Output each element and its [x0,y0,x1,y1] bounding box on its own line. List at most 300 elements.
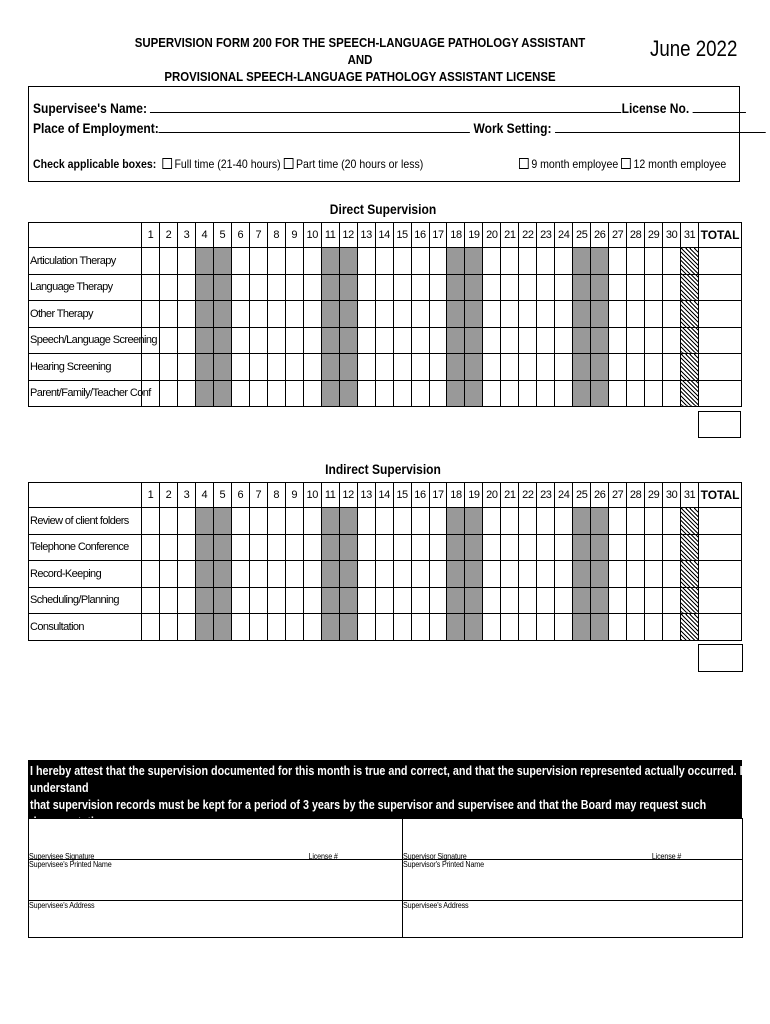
work-setting-field[interactable] [555,119,766,133]
indirect-day-cell[interactable] [375,587,393,614]
indirect-day-cell-weekend [591,534,609,561]
indirect-day-cell[interactable] [303,561,321,588]
indirect-day-cell[interactable] [303,614,321,641]
indirect-day-cell[interactable] [142,508,160,535]
direct-day-cell[interactable] [375,380,393,407]
indirect-day-cell[interactable] [555,587,573,614]
direct-day-cell[interactable] [645,354,663,381]
indirect-day-cell[interactable] [429,561,447,588]
indirect-day-cell[interactable] [609,534,627,561]
direct-day-cell[interactable] [645,327,663,354]
direct-day-cell[interactable] [231,354,249,381]
direct-day-cell[interactable] [483,354,501,381]
direct-day-cell-weekend [591,248,609,275]
direct-day-cell[interactable] [645,301,663,328]
indirect-day-cell[interactable] [555,614,573,641]
indirect-day-cell[interactable] [249,534,267,561]
direct-day-cell[interactable] [555,274,573,301]
direct-day-cell[interactable] [519,274,537,301]
indirect-day-cell[interactable] [231,561,249,588]
indirect-day-cell[interactable] [267,614,285,641]
indirect-day-cell[interactable] [663,534,681,561]
indirect-day-cell[interactable] [501,534,519,561]
direct-day-cell[interactable] [663,380,681,407]
indirect-day-cell[interactable] [483,534,501,561]
employment-field[interactable] [159,119,470,133]
direct-day-cell[interactable] [142,248,160,275]
direct-day-cell[interactable] [429,327,447,354]
direct-day-cell[interactable] [375,301,393,328]
indirect-day-cell-weekend [465,561,483,588]
indirect-day-cell[interactable] [537,561,555,588]
direct-day-cell[interactable] [501,380,519,407]
direct-day-cell[interactable] [285,248,303,275]
direct-day-header: 8 [267,223,285,248]
direct-day-cell[interactable] [537,274,555,301]
direct-day-cell[interactable] [519,354,537,381]
indirect-day-cell[interactable] [627,508,645,535]
indirect-day-cell[interactable] [231,614,249,641]
indirect-day-cell-weekend [339,587,357,614]
direct-day-cell[interactable] [411,274,429,301]
direct-day-cell[interactable] [393,354,411,381]
direct-day-cell[interactable] [267,301,285,328]
indirect-day-cell[interactable] [501,587,519,614]
direct-day-cell[interactable] [429,354,447,381]
indirect-day-cell[interactable] [142,587,160,614]
direct-day-cell[interactable] [159,354,177,381]
indirect-day-cell[interactable] [555,561,573,588]
indirect-day-cell[interactable] [177,614,195,641]
indirect-day-cell[interactable] [285,587,303,614]
direct-day-cell[interactable] [663,301,681,328]
indirect-day-cell[interactable] [142,614,160,641]
direct-day-cell[interactable] [231,327,249,354]
direct-day-cell[interactable] [231,301,249,328]
direct-day-cell[interactable] [429,380,447,407]
direct-day-cell[interactable] [429,248,447,275]
supervisee-name-label: Supervisee's Name: [33,100,147,116]
indirect-day-cell[interactable] [159,561,177,588]
direct-day-cell[interactable] [357,380,375,407]
indirect-day-cell[interactable] [411,534,429,561]
indirect-day-cell[interactable] [159,587,177,614]
direct-day-cell[interactable] [357,327,375,354]
direct-day-cell[interactable] [177,274,195,301]
direct-day-cell[interactable] [609,380,627,407]
indirect-day-cell[interactable] [519,614,537,641]
direct-day-cell[interactable] [159,380,177,407]
indirect-day-cell[interactable] [249,614,267,641]
indirect-day-cell-weekend [339,614,357,641]
indirect-day-cell[interactable] [249,508,267,535]
direct-row-total-cell[interactable] [699,248,742,275]
direct-day-cell[interactable] [483,380,501,407]
direct-day-cell[interactable] [501,274,519,301]
direct-day-cell[interactable] [285,274,303,301]
direct-day-cell[interactable] [303,301,321,328]
direct-day-cell[interactable] [483,274,501,301]
indirect-day-cell[interactable] [537,534,555,561]
direct-day-cell-weekend [465,380,483,407]
indirect-row-total-cell[interactable] [699,508,742,535]
indirect-day-cell[interactable] [285,561,303,588]
indirect-row-total-cell[interactable] [699,614,742,641]
direct-day-cell[interactable] [249,380,267,407]
direct-day-cell[interactable] [501,327,519,354]
direct-day-cell[interactable] [645,248,663,275]
direct-day-cell[interactable] [609,354,627,381]
direct-day-cell[interactable] [177,327,195,354]
direct-day-cell[interactable] [285,354,303,381]
indirect-day-cell[interactable] [249,561,267,588]
direct-row-total-cell[interactable] [699,354,742,381]
indirect-row-label: Consultation [29,614,142,641]
direct-day-cell[interactable] [519,380,537,407]
direct-day-cell-weekend [573,354,591,381]
supervisee-signature-label: Supervisee Signature [29,852,95,861]
indirect-day-cell[interactable] [627,561,645,588]
direct-day-cell[interactable] [375,354,393,381]
indirect-day-cell[interactable] [537,508,555,535]
supervisee-address-cell-right[interactable] [403,901,743,938]
direct-row-total-cell[interactable] [699,274,742,301]
direct-day-cell[interactable] [519,327,537,354]
direct-day-cell[interactable] [267,327,285,354]
direct-day-cell[interactable] [483,301,501,328]
indirect-day-header: 14 [375,483,393,508]
direct-day-cell[interactable] [159,248,177,275]
direct-day-cell[interactable] [645,380,663,407]
indirect-row-total-cell[interactable] [699,587,742,614]
direct-day-cell[interactable] [663,248,681,275]
indirect-day-cell[interactable] [519,508,537,535]
indirect-day-cell[interactable] [231,534,249,561]
indirect-day-cell[interactable] [519,587,537,614]
indirect-day-cell[interactable] [609,587,627,614]
direct-day-cell[interactable] [249,354,267,381]
direct-day-cell[interactable] [627,354,645,381]
direct-day-cell[interactable] [357,274,375,301]
indirect-day-cell[interactable] [663,614,681,641]
indirect-day-cell[interactable] [555,534,573,561]
check-label: Check applicable boxes: [33,157,157,171]
direct-day-cell[interactable] [159,301,177,328]
direct-grand-total-box[interactable] [698,411,741,438]
indirect-day-cell[interactable] [483,561,501,588]
indirect-day-cell[interactable] [375,508,393,535]
indirect-day-cell[interactable] [303,587,321,614]
supervisee-license-label: License # [308,852,338,861]
indirect-day-cell[interactable] [357,614,375,641]
direct-day-cell[interactable] [142,274,160,301]
direct-day-cell[interactable] [267,274,285,301]
indirect-day-cell[interactable] [357,508,375,535]
direct-day-cell[interactable] [393,327,411,354]
indirect-day-cell[interactable] [609,508,627,535]
indirect-day-cell[interactable] [303,534,321,561]
direct-day-cell[interactable] [249,248,267,275]
direct-day-cell[interactable] [609,248,627,275]
indirect-day-cell[interactable] [267,561,285,588]
indirect-day-cell[interactable] [393,561,411,588]
indirect-day-cell[interactable] [483,614,501,641]
twelve-month-checkbox[interactable] [621,158,631,169]
direct-day-cell[interactable] [627,301,645,328]
indirect-day-cell[interactable] [177,508,195,535]
indirect-day-cell[interactable] [501,614,519,641]
indirect-day-cell-weekend [321,534,339,561]
direct-day-cell-weekend [573,274,591,301]
direct-day-cell[interactable] [231,248,249,275]
full-time-checkbox[interactable] [162,158,172,169]
indirect-day-cell[interactable] [303,508,321,535]
indirect-day-cell[interactable] [285,534,303,561]
direct-day-cell-weekend [339,301,357,328]
direct-day-cell[interactable] [177,354,195,381]
direct-day-cell[interactable] [357,248,375,275]
direct-day-cell[interactable] [555,301,573,328]
indirect-day-cell[interactable] [411,508,429,535]
direct-day-cell[interactable] [663,327,681,354]
direct-day-cell[interactable] [411,354,429,381]
indirect-day-cell[interactable] [177,534,195,561]
direct-day-cell[interactable] [393,248,411,275]
direct-day-cell[interactable] [537,301,555,328]
direct-day-cell[interactable] [357,301,375,328]
nine-month-checkbox[interactable] [519,158,529,169]
indirect-day-cell[interactable] [429,587,447,614]
direct-day-cell[interactable] [609,274,627,301]
indirect-day-cell[interactable] [501,508,519,535]
indirect-day-cell[interactable] [285,508,303,535]
direct-day-cell[interactable] [393,274,411,301]
indirect-day-cell[interactable] [393,587,411,614]
direct-day-cell[interactable] [627,274,645,301]
indirect-day-cell[interactable] [537,587,555,614]
direct-day-cell[interactable] [519,248,537,275]
indirect-day-cell[interactable] [609,614,627,641]
direct-row-total-cell[interactable] [699,301,742,328]
direct-day-cell[interactable] [645,274,663,301]
supervisor-printed-name-cell[interactable] [403,860,743,901]
indirect-day-cell[interactable] [393,614,411,641]
direct-day-cell[interactable] [411,327,429,354]
indirect-day-cell[interactable] [483,508,501,535]
direct-day-cell[interactable] [501,301,519,328]
direct-row-total-cell[interactable] [699,327,742,354]
direct-day-cell[interactable] [411,301,429,328]
indirect-day-cell[interactable] [519,534,537,561]
direct-day-cell[interactable] [249,274,267,301]
direct-day-cell[interactable] [393,380,411,407]
indirect-day-cell[interactable] [159,614,177,641]
direct-day-cell[interactable] [159,274,177,301]
direct-day-cell[interactable] [429,301,447,328]
direct-day-cell[interactable] [411,380,429,407]
indirect-row-total-cell[interactable] [699,561,742,588]
supervisee-name-field[interactable] [150,99,621,113]
indirect-day-cell[interactable] [357,561,375,588]
indirect-day-cell[interactable] [429,534,447,561]
direct-day-header: 18 [447,223,465,248]
indirect-day-cell[interactable] [537,614,555,641]
direct-day-cell[interactable] [483,248,501,275]
indirect-day-cell[interactable] [519,561,537,588]
indirect-day-cell[interactable] [357,587,375,614]
indirect-day-cell[interactable] [142,561,160,588]
direct-day-cell[interactable] [555,327,573,354]
direct-day-cell[interactable] [267,354,285,381]
supervisee-signature-cell[interactable] [29,819,403,860]
direct-day-cell[interactable] [303,380,321,407]
direct-day-cell[interactable] [429,274,447,301]
direct-day-cell[interactable] [249,327,267,354]
direct-day-cell[interactable] [555,380,573,407]
indirect-grand-total-box[interactable] [698,644,743,672]
indirect-day-cell[interactable] [645,561,663,588]
indirect-day-cell[interactable] [429,614,447,641]
direct-day-cell-weekend [195,274,213,301]
direct-day-cell[interactable] [267,248,285,275]
indirect-day-cell[interactable] [177,587,195,614]
direct-row-label: Articulation Therapy [29,248,142,275]
supervisor-signature-cell[interactable] [403,819,743,860]
direct-day-cell[interactable] [303,248,321,275]
direct-day-cell[interactable] [375,274,393,301]
direct-day-cell[interactable] [375,327,393,354]
indirect-day-cell[interactable] [411,561,429,588]
indirect-day-cell[interactable] [663,587,681,614]
direct-day-cell[interactable] [627,380,645,407]
direct-day-cell[interactable] [375,248,393,275]
direct-day-cell[interactable] [663,274,681,301]
direct-day-cell[interactable] [537,327,555,354]
direct-day-cell[interactable] [285,380,303,407]
indirect-day-cell[interactable] [645,534,663,561]
direct-day-cell[interactable] [285,301,303,328]
direct-day-cell[interactable] [519,301,537,328]
indirect-day-cell[interactable] [609,561,627,588]
direct-row-label: Language Therapy [29,274,142,301]
indirect-day-cell[interactable] [411,587,429,614]
direct-day-cell[interactable] [159,327,177,354]
supervisee-printed-name-cell[interactable] [29,860,403,901]
direct-day-cell[interactable] [142,301,160,328]
indirect-day-cell[interactable] [483,587,501,614]
indirect-day-cell[interactable] [231,508,249,535]
indirect-day-cell[interactable] [285,614,303,641]
direct-day-cell[interactable] [537,354,555,381]
indirect-day-cell[interactable] [267,508,285,535]
direct-day-cell[interactable] [555,248,573,275]
direct-day-cell[interactable] [249,301,267,328]
direct-day-cell[interactable] [411,248,429,275]
indirect-day-cell[interactable] [231,587,249,614]
direct-day-cell[interactable] [537,380,555,407]
indirect-row-total-cell[interactable] [699,534,742,561]
direct-day-cell[interactable] [663,354,681,381]
indirect-day-cell-weekend [339,534,357,561]
part-time-checkbox[interactable] [284,158,294,169]
indirect-day-cell[interactable] [501,561,519,588]
indirect-day-cell[interactable] [627,614,645,641]
direct-day-cell[interactable] [303,274,321,301]
direct-day-cell[interactable] [231,274,249,301]
direct-day-cell[interactable] [609,327,627,354]
indirect-day-cell[interactable] [645,508,663,535]
indirect-day-cell[interactable] [429,508,447,535]
direct-day-cell-weekend [465,327,483,354]
indirect-day-cell[interactable] [555,508,573,535]
direct-day-cell[interactable] [177,380,195,407]
indirect-day-cell[interactable] [393,534,411,561]
indirect-day-cell[interactable] [159,534,177,561]
indirect-day-cell[interactable] [663,508,681,535]
direct-day-cell[interactable] [627,248,645,275]
direct-day-cell[interactable] [357,354,375,381]
direct-day-cell[interactable] [142,354,160,381]
indirect-day-cell[interactable] [357,534,375,561]
indirect-day-header: 22 [519,483,537,508]
indirect-day-cell[interactable] [267,587,285,614]
indirect-day-cell[interactable] [267,534,285,561]
direct-day-header: 31 [681,223,699,248]
license-number-field[interactable] [693,99,746,113]
direct-day-cell[interactable] [285,327,303,354]
indirect-day-cell[interactable] [142,534,160,561]
direct-day-cell[interactable] [303,327,321,354]
indirect-day-cell[interactable] [627,534,645,561]
supervisee-address-cell-left[interactable] [29,901,403,938]
indirect-day-cell[interactable] [375,561,393,588]
indirect-day-cell[interactable] [645,614,663,641]
attestation-statement [28,760,743,846]
indirect-day-cell[interactable] [645,587,663,614]
indirect-day-cell[interactable] [249,587,267,614]
signature-table [28,818,743,938]
direct-day-cell[interactable] [627,327,645,354]
direct-day-cell[interactable] [393,301,411,328]
indirect-day-cell[interactable] [627,587,645,614]
direct-day-cell[interactable] [609,301,627,328]
direct-day-header: 27 [609,223,627,248]
direct-day-cell[interactable] [501,248,519,275]
indirect-day-header: 3 [177,483,195,508]
indirect-day-cell[interactable] [663,561,681,588]
indirect-day-header: 7 [249,483,267,508]
direct-day-cell[interactable] [555,354,573,381]
indirect-day-cell[interactable] [159,508,177,535]
indirect-day-cell[interactable] [177,561,195,588]
direct-day-header: 26 [591,223,609,248]
direct-day-cell[interactable] [501,354,519,381]
direct-day-cell[interactable] [537,248,555,275]
indirect-day-cell[interactable] [375,614,393,641]
indirect-day-cell-weekend [213,614,231,641]
indirect-day-cell[interactable] [411,614,429,641]
direct-day-cell[interactable] [231,380,249,407]
direct-day-cell[interactable] [177,248,195,275]
direct-day-cell[interactable] [177,301,195,328]
indirect-day-cell[interactable] [393,508,411,535]
indirect-day-header: 21 [501,483,519,508]
direct-day-cell[interactable] [483,327,501,354]
indirect-day-cell[interactable] [375,534,393,561]
direct-day-cell[interactable] [267,380,285,407]
direct-day-cell[interactable] [303,354,321,381]
direct-row-total-cell[interactable] [699,380,742,407]
